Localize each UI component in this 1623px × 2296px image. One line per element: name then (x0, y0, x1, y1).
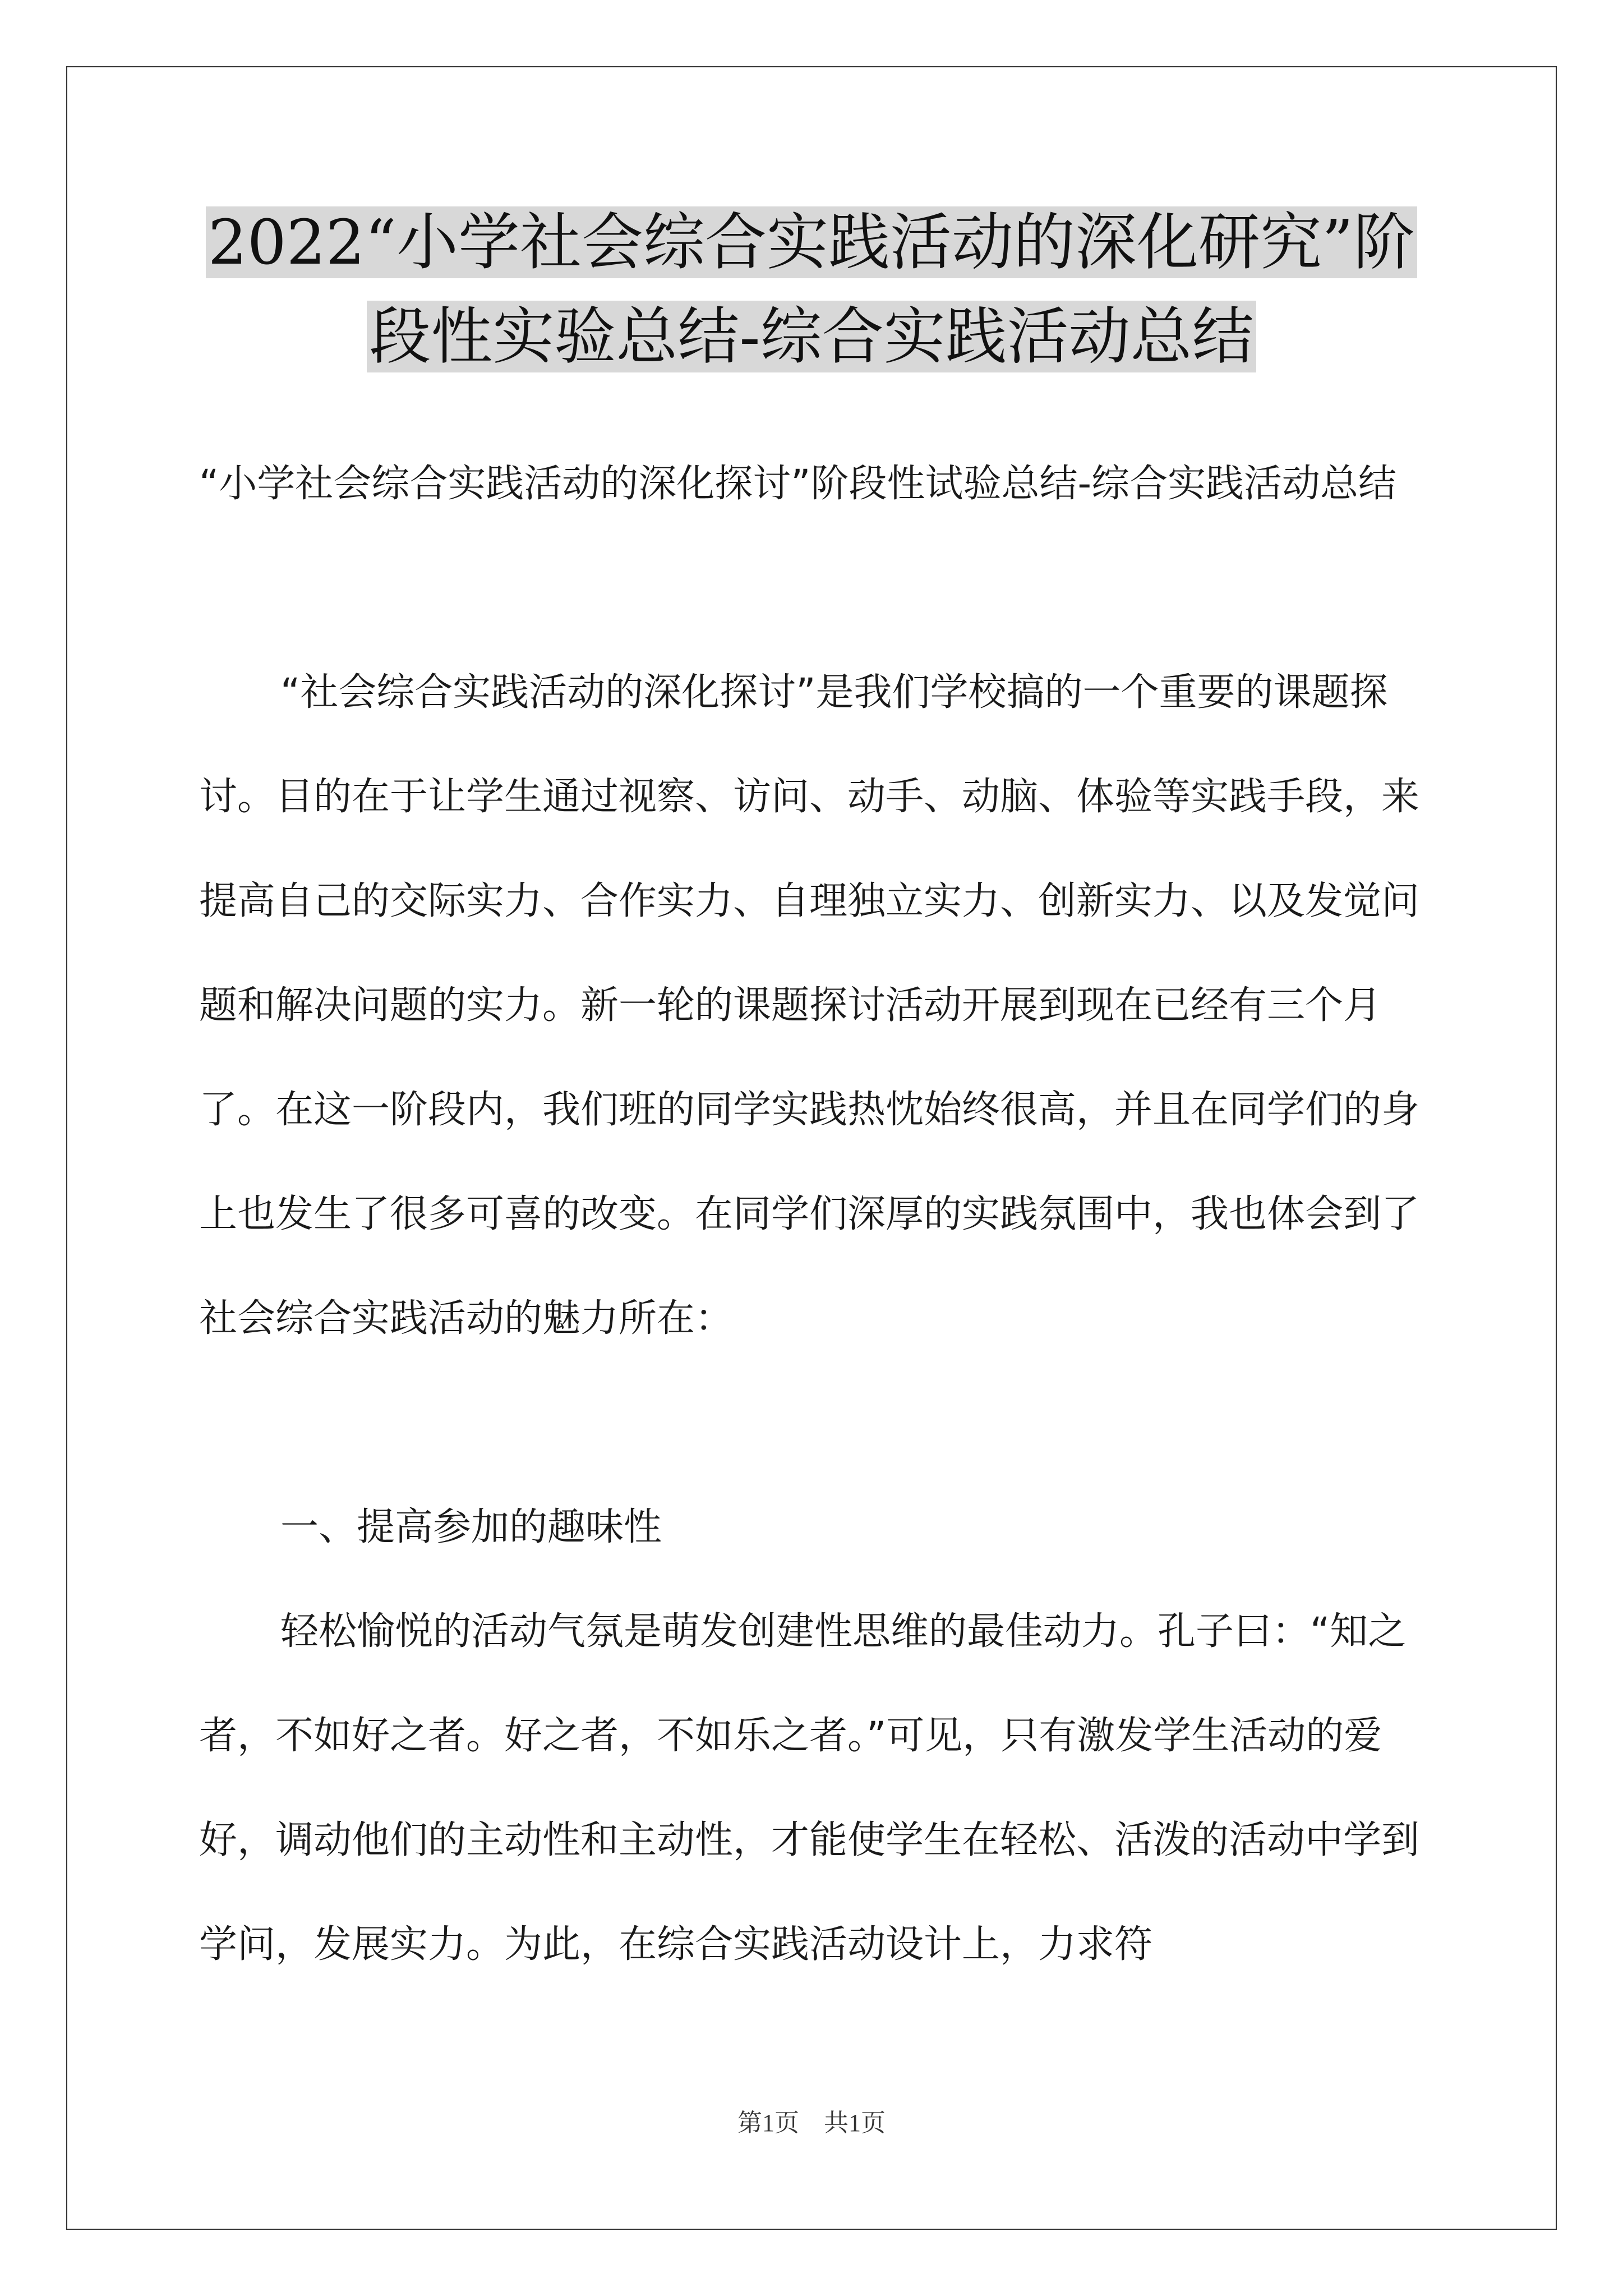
intro-paragraph-block (199, 432, 1444, 536)
section-heading-block (199, 1475, 1444, 1580)
body-paragraph: “社会综合实践活动的深化探讨”是我们学校搞的一个重要的课题探讨。目的在于让学生通过视察、访问、动手、动脑、体验等实践手段，来提高自己的交际实力、合作实力、自理独立实力、创新实力、以及发觉问题和解决问题的实力。新一轮的课题探讨活动开展到现在已经有三个月了。在这一阶段内，我们班的同学实践热忱始终很高，并且在同学们的身上也发生了很多可喜的改变。在同学们深厚的实践氛围中，我也体会到了社会综合实践活动的魅力所在： (199, 670, 1420, 1341)
subtitle-paragraph: “小学社会综合实践活动的深化探讨”阶段性试验总结-综合实践活动总结 (199, 462, 1396, 506)
page-footer: 第1页 共1页 (737, 2109, 886, 2137)
document-title (0, 195, 1623, 384)
paragraph-block-2 (199, 1580, 1444, 1997)
title-line-2: 段性实验总结-综合实践活动总结 (367, 301, 1256, 372)
title-line-1: 2022“小学社会综合实践活动的深化研究”阶 (206, 206, 1417, 278)
body-paragraph: 轻松愉悦的活动气氛是萌发创建性思维的最佳动力。孔子曰：“知之者，不如好之者。好之者，不如乐之者。”可见，只有激发学生活动的爱好，调动他们的主动性和主动性，才能使学生在轻松、活泼的活动中学到学问，发展实力。为此，在综合实践活动设计上，力求符 (199, 1609, 1420, 1967)
section-heading: 一、提高参加的趣味性 (280, 1505, 662, 1549)
paragraph-block-1 (199, 641, 1444, 1371)
